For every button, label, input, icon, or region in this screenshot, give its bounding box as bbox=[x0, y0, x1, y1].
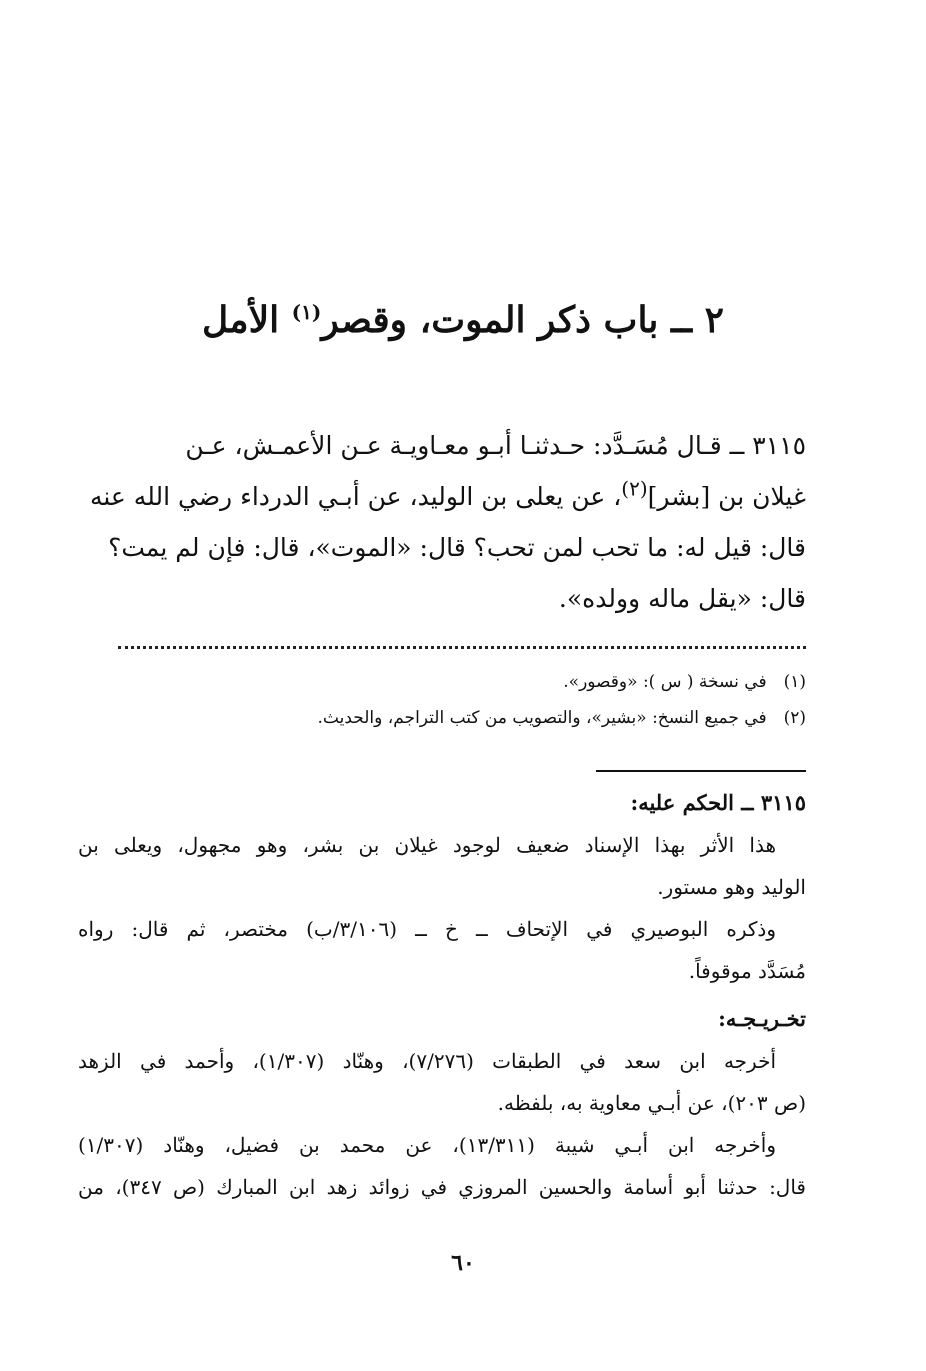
takhrij-paragraph bbox=[78, 1040, 806, 1124]
chapter-title-text: ٢ ــ باب ذكر الموت، وقصر bbox=[321, 299, 724, 341]
footnote-item bbox=[118, 664, 806, 700]
paragraph-line: قال: حدثنا أبو أسامة والحسين المروزي في زوائد زهد ابن المبارك (ص ٣٤٧)، من bbox=[78, 1175, 806, 1199]
ruling-paragraph bbox=[78, 908, 806, 992]
footnotes bbox=[118, 664, 806, 736]
ruling-paragraph bbox=[78, 824, 806, 908]
hadith-line bbox=[78, 471, 806, 522]
paragraph-line: الوليد وهو مستور. bbox=[657, 875, 806, 899]
section-divider bbox=[596, 770, 806, 772]
hadith-line-part: غيلان بن [بشر] bbox=[647, 482, 806, 511]
hadith-line-part: ، عن يعلى بن الوليد، عن أبـي الدرداء رضي الله عنه bbox=[89, 482, 622, 511]
paragraph-line: وأخرجه ابن أبـي شيبة (١٣/٣١١)، عن محمد بن فضيل، وهنّاد (١/٣٠٧) bbox=[78, 1133, 777, 1157]
paragraph-line: هذا الأثر بهذا الإسناد ضعيف لوجود غيلان بن بشر، وهو مجهول، ويعلى بن bbox=[78, 833, 776, 857]
hadith-text bbox=[78, 420, 806, 624]
chapter-title-end: الأمل bbox=[202, 299, 292, 341]
footnote-text: في نسخة ( س ): «وقصور». bbox=[563, 672, 767, 692]
takhrij-paragraph bbox=[78, 1124, 806, 1208]
page-number: ٦٠ bbox=[451, 1250, 475, 1276]
commentary bbox=[78, 782, 806, 1208]
footnote-ref-2[interactable]: (٢) bbox=[621, 476, 648, 501]
hadith-line: قال: قيل له: ما تحب لمن تحب؟ قال: «الموت»، قال: فإن لم يمت؟ bbox=[108, 533, 806, 562]
ruling-heading: ٣١١٥ ــ الحكم عليه: bbox=[630, 790, 806, 815]
hadith-line: ٣١١٥ ــ قـال مُسَـدَّد: حـدثنـا أبـو معـاويـة عـن الأعمـش، عـن bbox=[185, 431, 806, 460]
footnote-ref-1[interactable]: (١) bbox=[291, 300, 322, 324]
paragraph-line: (ص ٢٠٣)، عن أبـي معاوية به، بلفظه. bbox=[497, 1091, 806, 1115]
footnote-item bbox=[118, 700, 806, 736]
footnote-separator bbox=[118, 638, 806, 649]
chapter-title bbox=[120, 290, 806, 350]
takhrij-heading: تخـريـجـه: bbox=[718, 1006, 806, 1031]
footnote-text: في جميع النسخ: «بشير»، والتصويب من كتب التراجم، والحديث. bbox=[317, 708, 767, 728]
footnote-number: (١) bbox=[783, 672, 806, 692]
paragraph-line: أخرجه ابن سعد في الطبقات (٧/٢٧٦)، وهنّاد (١/٣٠٧)، وأحمد في الزهد bbox=[78, 1049, 777, 1073]
paragraph-line: مُسَدَّد موقوفاً. bbox=[688, 959, 806, 983]
hadith-line: قال: «يقل ماله وولده». bbox=[558, 584, 806, 613]
footnote-number: (٢) bbox=[783, 708, 806, 728]
paragraph-line: وذكره البوصيري في الإتحاف ــ خ ــ (٣/١٠٦/ب) مختصر، ثم قال: رواه bbox=[78, 917, 776, 941]
